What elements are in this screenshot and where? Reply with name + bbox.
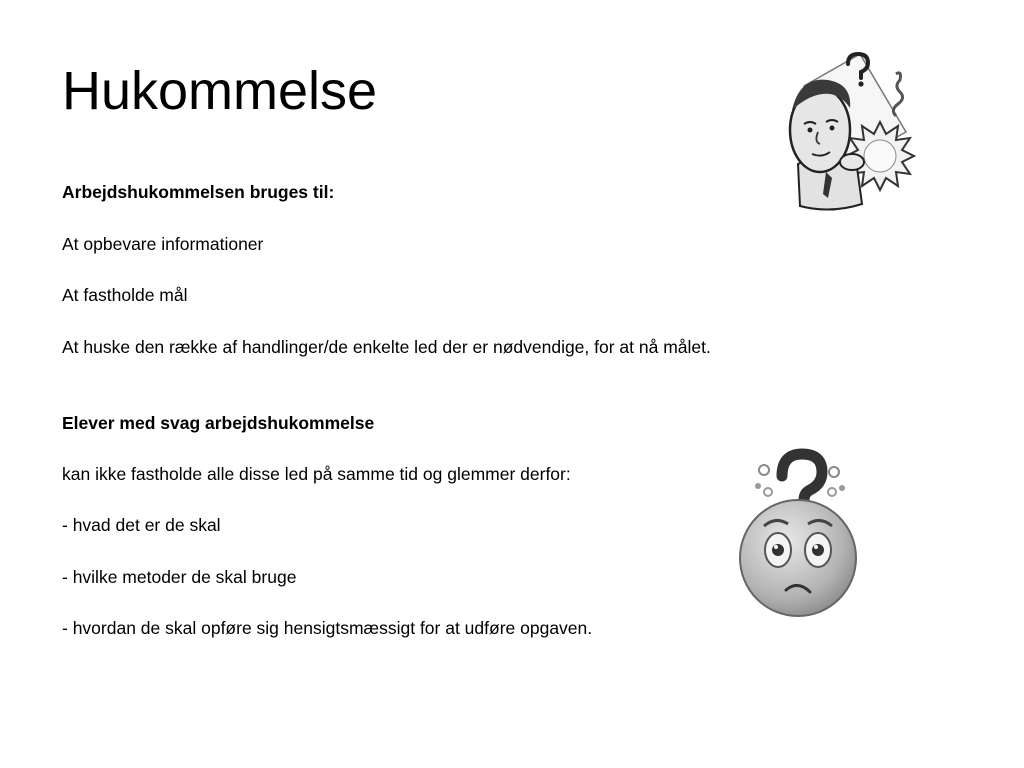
- section2-item-3: - hvordan de skal opføre sig hensigtsmæssigt for at udføre opgaven.: [62, 618, 593, 638]
- section1-item-1: At opbevare informationer: [62, 234, 264, 254]
- slide-title: Hukommelse: [62, 61, 378, 121]
- section1-item-3: At huske den række af handlinger/de enkelte led der er nødvendige, for at nå målet.: [62, 337, 711, 357]
- section1-item-2: At fastholde mål: [62, 285, 188, 305]
- section2-item-2: - hvilke metoder de skal bruge: [62, 567, 297, 587]
- section2-intro: kan ikke fastholde alle disse led på samme tid og glemmer derfor:: [62, 464, 571, 484]
- thinking-man-icon: [756, 46, 924, 218]
- section1-heading: Arbejdshukommelsen bruges til:: [62, 182, 335, 202]
- section2-item-1: - hvad det er de skal: [62, 515, 221, 535]
- confused-face-icon: [734, 446, 864, 620]
- section2-heading: Elever med svag arbejdshukommelse: [62, 413, 375, 433]
